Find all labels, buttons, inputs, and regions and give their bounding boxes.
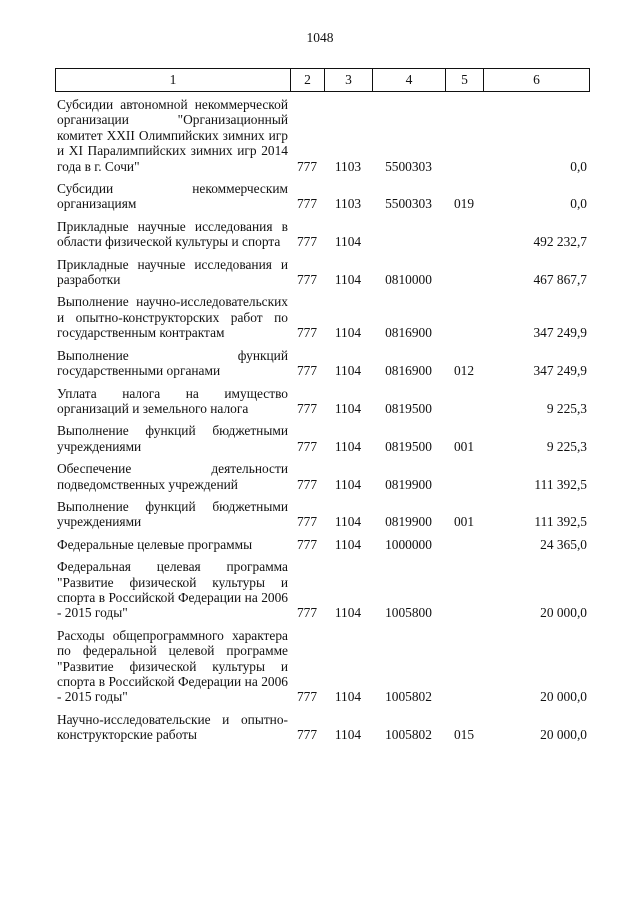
row-name: Выполнение функций государственными органами [57, 347, 288, 379]
header-col-target-article: 4 [372, 68, 445, 92]
row-amount: 9 225,3 [546, 400, 587, 416]
row-name: Выполнение функций бюджетными учреждениями [57, 423, 288, 454]
row-target-article: 0819500 [385, 400, 432, 416]
row-amount: 20 000,0 [540, 605, 587, 621]
row-section-code: 1103 [334, 196, 362, 212]
row-name: Научно-исследовательские и опытно-конструкторские работы [57, 711, 288, 743]
table-row [57, 537, 587, 552]
table-body [57, 97, 587, 750]
row-amount: 347 249,9 [533, 363, 587, 379]
row-admin-code: 777 [296, 325, 318, 341]
row-admin-code: 777 [296, 272, 318, 288]
table-row [57, 461, 587, 492]
row-name: Обеспечение деятельности подведомственных учреждений [57, 461, 288, 492]
row-admin-code: 777 [296, 363, 318, 379]
row-section-code: 1104 [334, 605, 362, 621]
table-row [57, 97, 587, 174]
row-admin-code: 777 [296, 158, 318, 174]
table-row [57, 219, 587, 250]
row-amount: 9 225,3 [546, 438, 587, 454]
header-col-expense-type: 5 [445, 68, 483, 92]
row-target-article: 1005802 [385, 689, 432, 705]
row-expense-type: 001 [453, 514, 475, 530]
row-target-article: 0819900 [385, 514, 432, 530]
row-admin-code: 777 [296, 476, 318, 492]
header-col-amount: 6 [483, 68, 590, 92]
row-target-article: 0819900 [385, 476, 432, 492]
row-target-article: 0819500 [385, 438, 432, 454]
row-section-code: 1104 [334, 476, 362, 492]
row-amount: 492 232,7 [533, 234, 587, 250]
page-number: 1048 [306, 30, 334, 45]
row-name: Выполнение функций бюджетными учреждениями [57, 498, 288, 530]
row-expense-type: 015 [453, 727, 475, 743]
row-section-code: 1104 [334, 514, 362, 530]
table-row [57, 386, 587, 417]
row-amount: 347 249,9 [533, 325, 587, 341]
row-section-code: 1103 [334, 158, 362, 174]
row-name: Субсидии автономной некоммерческой организации "Организационный комитет XXII Олимпийских зимних игр и XI Паралимпийских зимних игр 2014 года в г. Сочи" [57, 97, 288, 174]
row-section-code: 1104 [334, 727, 362, 743]
row-target-article: 0810000 [385, 272, 432, 288]
header-col-name: 1 [55, 68, 290, 92]
table-row [57, 294, 587, 340]
row-admin-code: 777 [296, 536, 318, 552]
row-admin-code: 777 [296, 605, 318, 621]
row-amount: 467 867,7 [533, 272, 587, 288]
table-row [57, 257, 587, 288]
header-col-section: 3 [324, 68, 372, 92]
row-amount: 0,0 [570, 158, 587, 174]
row-target-article: 1005800 [385, 605, 432, 621]
row-amount: 20 000,0 [540, 689, 587, 705]
row-target-article: 0816900 [385, 325, 432, 341]
row-expense-type: 012 [453, 363, 475, 379]
row-name: Выполнение научно-исследовательских и опытно-конструкторских работ по государственным контрактам [57, 294, 288, 341]
row-name: Расходы общепрограммного характера по федеральной целевой программе "Развитие физической культуры и спорта в Российской Федерации на 2006 - 2015 годы" [57, 627, 288, 705]
row-admin-code: 777 [296, 689, 318, 705]
row-amount: 0,0 [570, 196, 587, 212]
row-amount: 20 000,0 [540, 727, 587, 743]
row-admin-code: 777 [296, 196, 318, 212]
row-name: Субсидии некоммерческим организациям [57, 181, 288, 212]
row-target-article: 1005802 [385, 727, 432, 743]
row-expense-type: 001 [453, 438, 475, 454]
row-name: Федеральная целевая программа "Развитие физической культуры и спорта в Российской Федерации на 2006 - 2015 годы" [57, 559, 288, 621]
row-name: Прикладные научные исследования в области физической культуры и спорта [57, 218, 288, 250]
row-section-code: 1104 [334, 234, 362, 250]
header-col-admin: 2 [290, 68, 324, 92]
row-admin-code: 777 [296, 514, 318, 530]
row-expense-type: 019 [453, 196, 475, 212]
table-row [57, 712, 587, 743]
row-name: Прикладные научные исследования и разработки [57, 256, 288, 288]
row-target-article: 5500303 [385, 196, 432, 212]
table-row [57, 628, 587, 705]
row-section-code: 1104 [334, 363, 362, 379]
table-row [57, 559, 587, 621]
row-section-code: 1104 [334, 438, 362, 454]
row-target-article: 0816900 [385, 363, 432, 379]
row-section-code: 1104 [334, 272, 362, 288]
table-row [57, 423, 587, 454]
row-section-code: 1104 [334, 325, 362, 341]
table-header [55, 68, 590, 92]
table-row [57, 181, 587, 212]
row-amount: 111 392,5 [534, 476, 587, 492]
table-row [57, 499, 587, 530]
row-name: Федеральные целевые программы [57, 536, 253, 552]
table-row [57, 348, 587, 379]
row-section-code: 1104 [334, 536, 362, 552]
row-amount: 24 365,0 [540, 536, 587, 552]
row-name: Уплата налога на имущество организаций и земельного налога [57, 385, 288, 416]
row-admin-code: 777 [296, 727, 318, 743]
row-target-article: 1000000 [385, 536, 432, 552]
row-section-code: 1104 [334, 400, 362, 416]
row-target-article: 5500303 [385, 158, 432, 174]
row-admin-code: 777 [296, 234, 318, 250]
row-section-code: 1104 [334, 689, 362, 705]
row-admin-code: 777 [296, 400, 318, 416]
row-amount: 111 392,5 [534, 514, 587, 530]
row-admin-code: 777 [296, 438, 318, 454]
